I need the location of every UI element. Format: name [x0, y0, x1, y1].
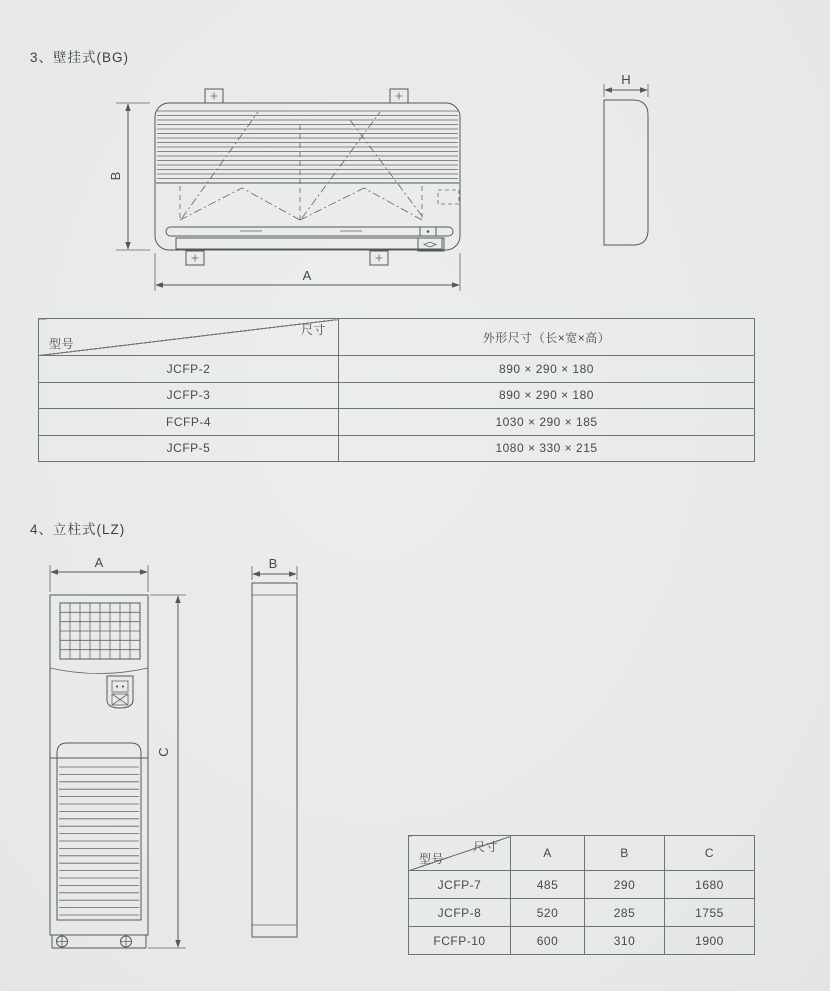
dims-cell: 1080 × 330 × 215	[339, 435, 755, 462]
dim-label-h: H	[621, 72, 631, 87]
dim-b-cell: 290	[585, 871, 665, 899]
model-cell: FCFP-4	[39, 409, 339, 436]
table-row	[39, 356, 755, 383]
dims-header-cell: 外形尺寸（长×宽×高）	[339, 319, 755, 356]
table-corner-cell	[39, 319, 339, 356]
lz-side-view	[252, 556, 297, 937]
table-row	[39, 382, 755, 409]
dim-label-a: A	[302, 268, 312, 283]
lz-dimensions-table	[408, 835, 755, 955]
corner-label-model: 型号	[419, 852, 445, 866]
dim-c-cell: 1680	[665, 871, 755, 899]
dim-a-cell: 520	[511, 899, 585, 927]
dim-label-b2: B	[268, 556, 278, 571]
model-cell: JCFP-8	[409, 899, 511, 927]
lz-front-view	[50, 555, 186, 948]
table-row	[39, 409, 755, 436]
dim-a-cell: 485	[511, 871, 585, 899]
table-row	[39, 435, 755, 462]
bg-front-view	[108, 89, 460, 291]
model-cell: JCFP-5	[39, 435, 339, 462]
dims-cell: 1030 × 290 × 185	[339, 409, 755, 436]
lz-discharge-grille	[60, 603, 140, 659]
bg-dim-depth	[604, 72, 648, 97]
dim-label-b: B	[108, 171, 123, 181]
dims-cell: 890 × 290 × 180	[339, 382, 755, 409]
dim-label-a2: A	[94, 555, 104, 570]
lz-return-louvers	[50, 743, 148, 920]
col-header-b: B	[585, 836, 665, 871]
table-row	[409, 899, 755, 927]
model-cell: FCFP-10	[409, 927, 511, 955]
dim-c-cell: 1755	[665, 899, 755, 927]
model-cell: JCFP-2	[39, 356, 339, 383]
corner-label-model: 型号	[49, 337, 75, 351]
model-cell: JCFP-7	[409, 871, 511, 899]
dim-a-cell: 600	[511, 927, 585, 955]
table-row	[409, 871, 755, 899]
corner-label-size: 尺寸	[472, 840, 498, 854]
lz-control-panel	[107, 676, 133, 708]
table-corner-cell	[409, 836, 511, 871]
bg-side-view	[604, 72, 648, 245]
bg-dim-height	[108, 103, 150, 250]
section-bg-title: 3、壁挂式(BG)	[30, 50, 130, 65]
section-lz-title: 4、立柱式(LZ)	[30, 522, 126, 537]
dims-cell: 890 × 290 × 180	[339, 356, 755, 383]
lz-dim-depth	[252, 556, 297, 580]
dim-b-cell: 285	[585, 899, 665, 927]
lz-dim-height	[148, 595, 186, 948]
col-header-a: A	[511, 836, 585, 871]
bg-dimensions-table	[38, 318, 755, 462]
dim-label-c: C	[156, 747, 171, 757]
col-header-c: C	[665, 836, 755, 871]
bg-dim-width	[155, 253, 460, 291]
dim-c-cell: 1900	[665, 927, 755, 955]
lz-base-feet	[52, 935, 146, 948]
corner-label-size: 尺寸	[300, 323, 326, 337]
dim-b-cell: 310	[585, 927, 665, 955]
model-cell: JCFP-3	[39, 382, 339, 409]
lz-dim-width	[50, 555, 148, 592]
table-row	[409, 927, 755, 955]
